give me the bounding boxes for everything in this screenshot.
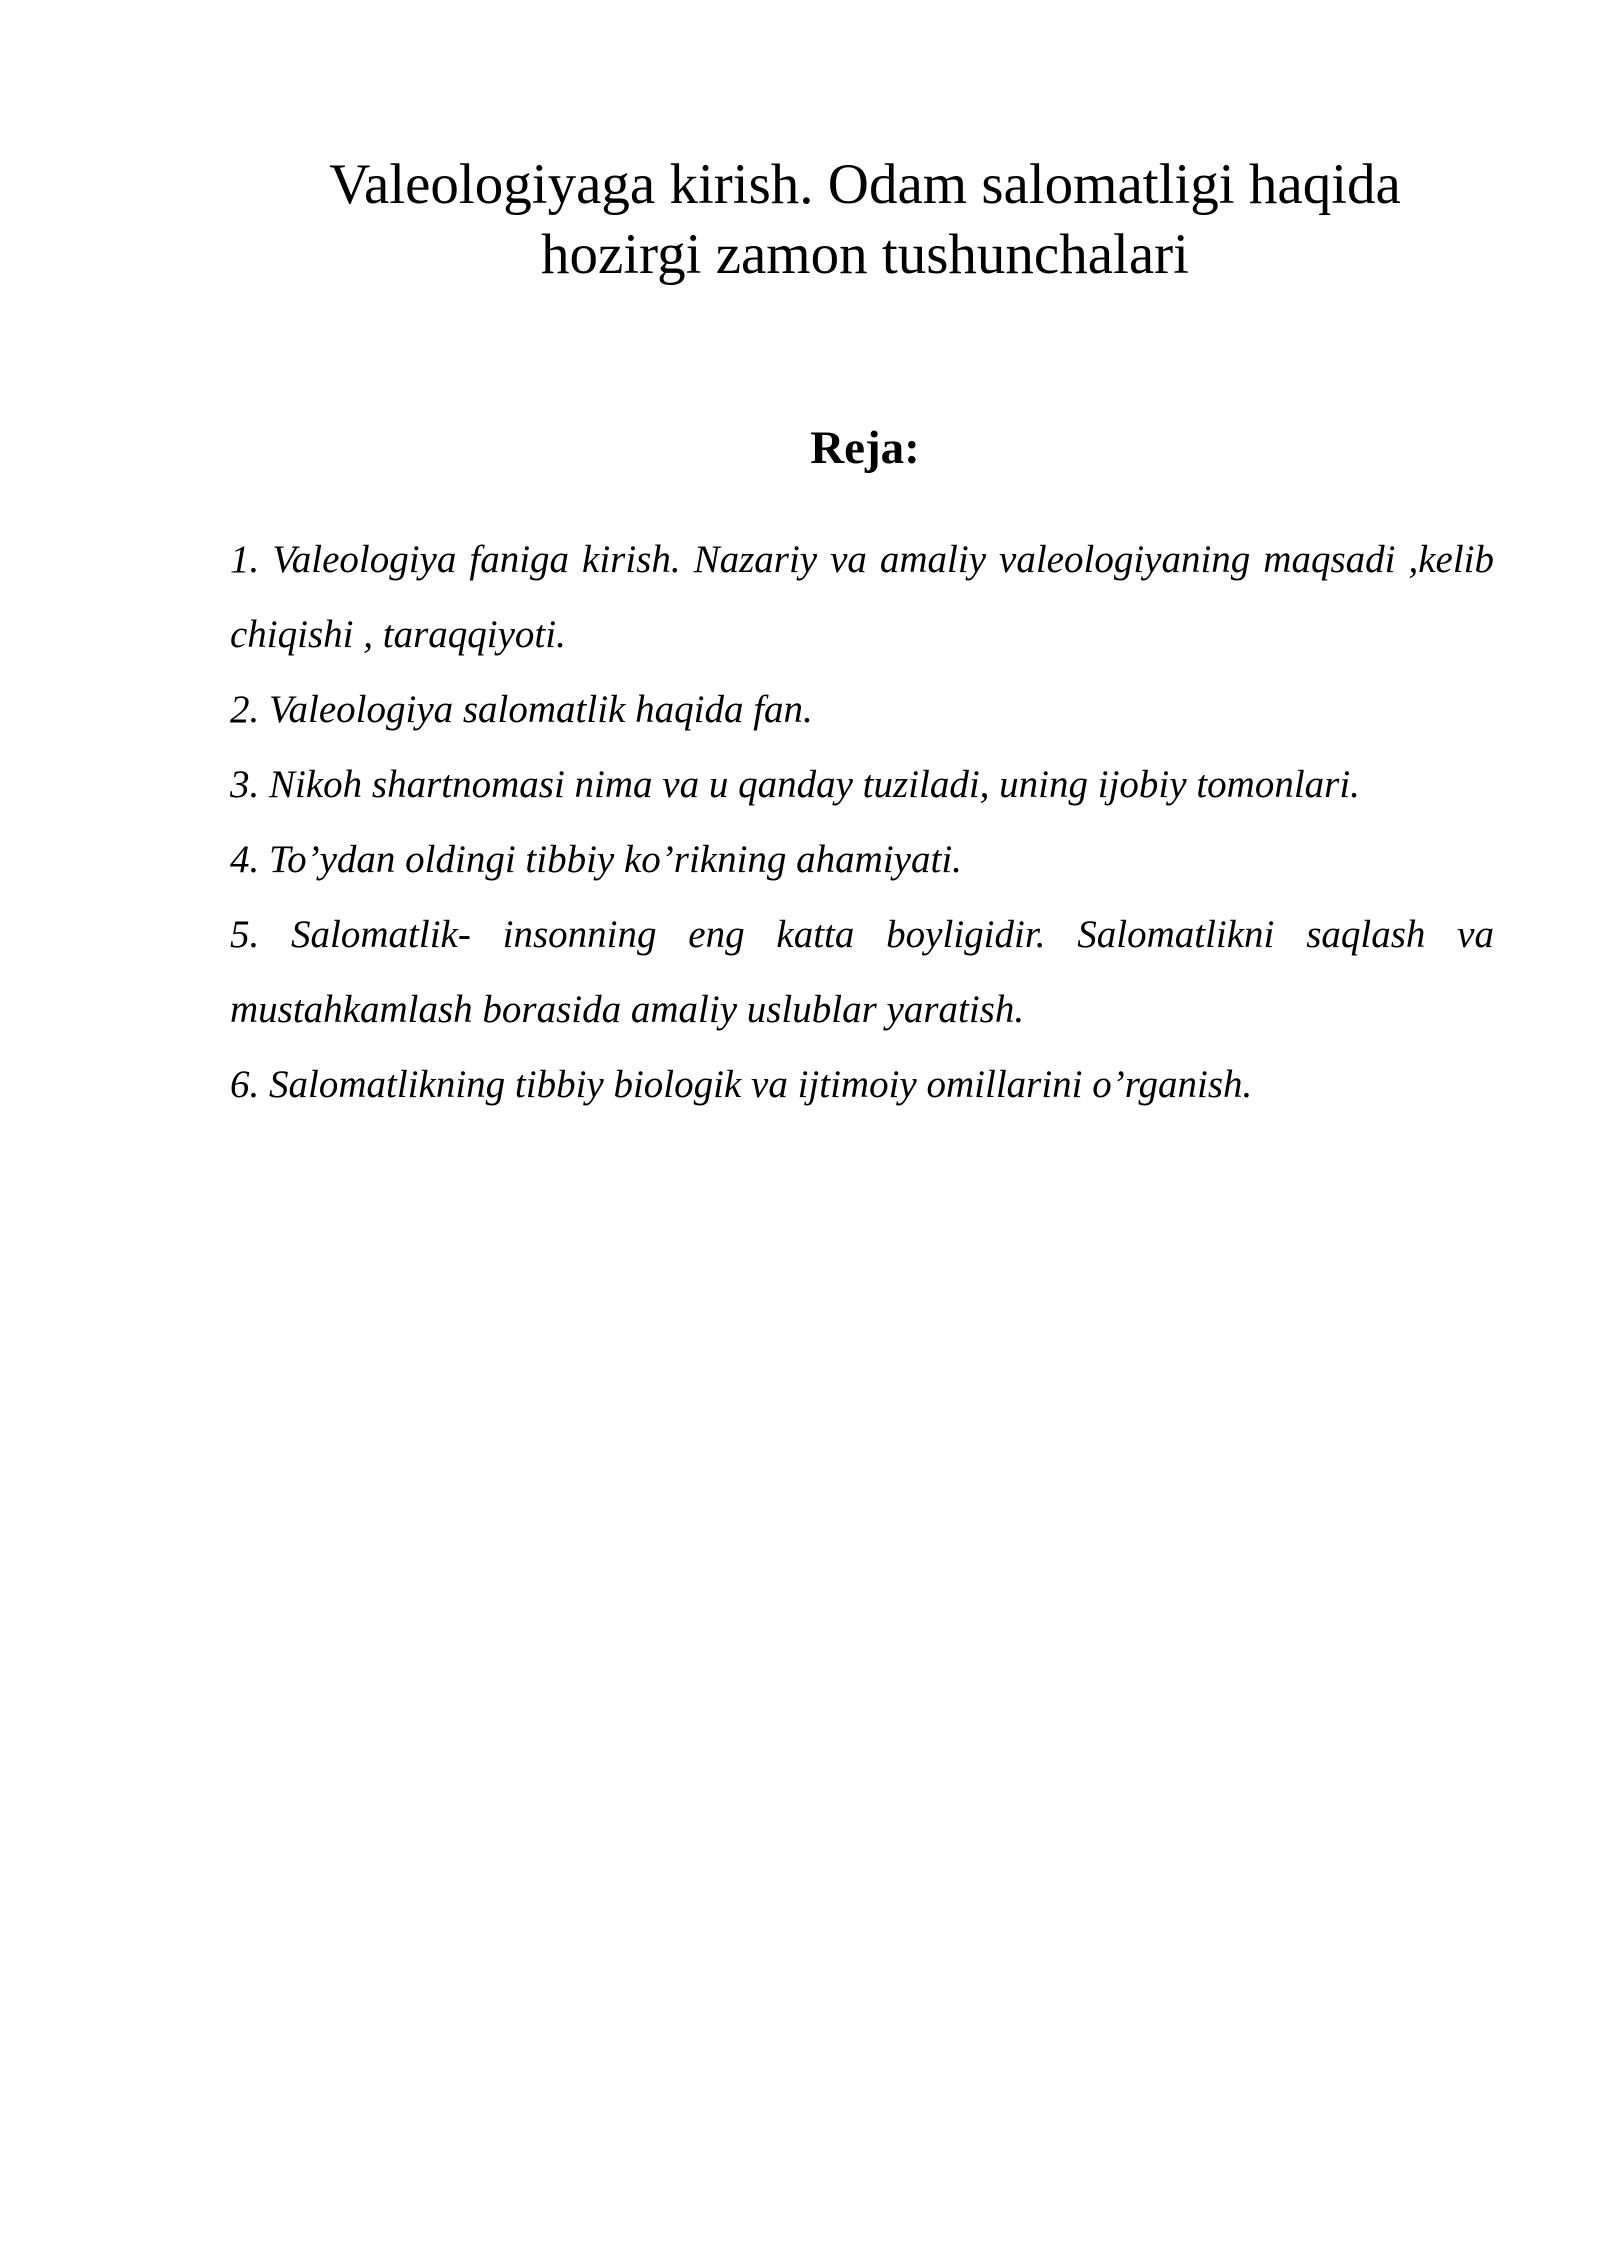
document-title bbox=[230, 150, 1500, 290]
plan-list bbox=[230, 522, 1494, 1122]
plan-item: 5. Salomatlik- insonning eng katta boyligidir. Salomatlikni saqlash va mustahkamlash borasida amaliy uslublar yaratish. bbox=[230, 913, 1494, 1031]
plan-item: 1. Valeologiya faniga kirish. Nazariy va amaliy valeologiyaning maqsadi ,kelib chiqishi , taraqqiyoti. bbox=[230, 538, 1494, 656]
title-line-1: Valeologiyaga kirish. Odam salomatligi haqida bbox=[329, 153, 1401, 216]
plan-heading: Reja: bbox=[810, 422, 920, 474]
title-line-2: hozirgi zamon tushunchalari bbox=[541, 223, 1189, 286]
plan-item: 3. Nikoh shartnomasi nima va u qanday tuziladi, uning ijobiy tomonlari. bbox=[230, 763, 1360, 806]
plan-item: 4. To’ydan oldingi tibbiy ko’rikning ahamiyati. bbox=[230, 838, 962, 881]
plan-item: 2. Valeologiya salomatlik haqida fan. bbox=[230, 688, 813, 731]
plan-item: 6. Salomatlikning tibbiy biologik va ijtimoiy omillarini o’rganish. bbox=[230, 1063, 1253, 1106]
